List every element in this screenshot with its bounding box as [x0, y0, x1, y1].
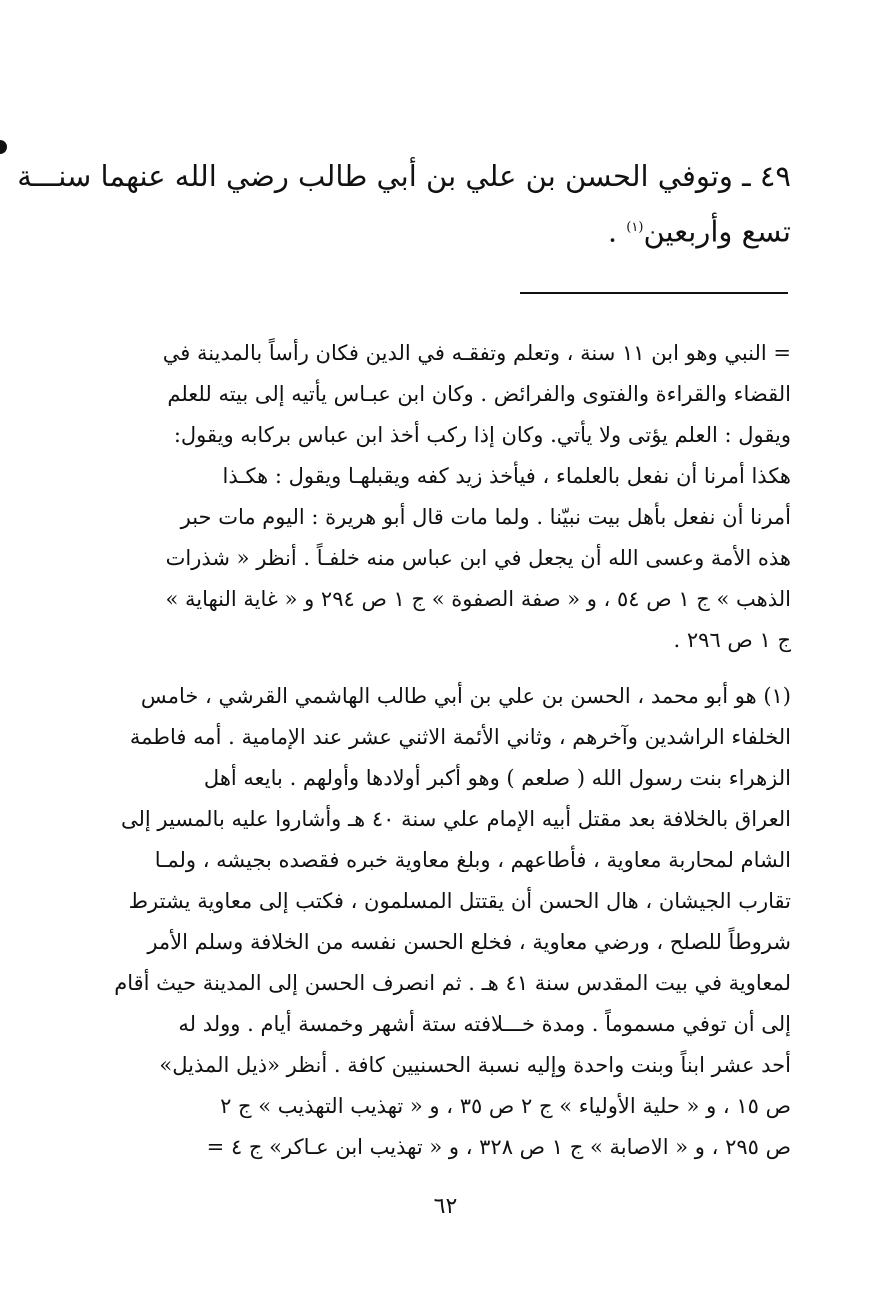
footnote-line: الزهراء بنت رسول الله ( صلعم ) وهو أكبر أولادها وأولهم . بايعه أهل: [203, 766, 791, 790]
footnote-line: القضاء والقراءة والفتوى والفرائض . وكان ابن عبـاس يأتيه إلى بيته للعلم: [167, 382, 791, 406]
main-line: ٤٩ ـ وتوفي الحسن بن علي بن أبي طالب رضي الله عنهما سنـــة: [17, 159, 791, 193]
footnote-reference: (١): [626, 220, 644, 235]
footnote-line: الشام لمحاربة معاوية ، فأطاعهم ، وبلغ معاوية خبره فقصده بجيشه ، ولمـا: [154, 848, 791, 872]
footnote-line: = النبي وهو ابن ١١ سنة ، وتعلم وتفقـه في الدين فكان رأساً بالمدينة في: [162, 341, 791, 365]
footnote-line: شروطاً للصلح ، ورضي معاوية ، فخلع الحسن نفسه من الخلافة وسلم الأمر: [147, 930, 791, 954]
footnote-line: الذهب » ج ١ ص ٥٤ ، و « صفة الصفوة » ج ١ ص ٢٩٤ و « غاية النهاية »: [165, 587, 791, 611]
footnote-line: أحد عشر ابناً وبنت واحدة وإليه نسبة الحسنيين كافة . أنظر «ذيل المذيل»: [159, 1053, 791, 1077]
footnote-line: ص ٢٩٥ ، و « الاصابة » ج ١ ص ٣٢٨ ، و « تهذيب ابن عـاكر» ج ٤ =: [206, 1135, 791, 1159]
main-line-text: تسع وأربعين: [643, 214, 791, 249]
main-text-entry-49: [17, 150, 791, 258]
footnote-line: العراق بالخلافة بعد مقتل أبيه الإمام علي سنة ٤٠ هـ وأشاروا عليه بالمسير إلى: [120, 807, 791, 831]
footnote-line: لمعاوية في بيت المقدس سنة ٤١ هـ . ثم انصرف الحسن إلى المدينة حيث أقام: [114, 971, 791, 995]
footnote-line: الخلفاء الراشدين وآخرهم ، وثاني الأئمة الاثني عشر عند الإمامية . أمه فاطمة: [129, 725, 791, 749]
footnote-line: إلى أن توفي مسموماً . ومدة خـــلافته ستة أشهر وخمسة أيام . وولد له: [178, 1012, 791, 1036]
footnote-line: (١) هو أبو محمد ، الحسن بن علي بن أبي طالب الهاشمي القرشي ، خامس: [140, 684, 791, 708]
footnote-separator-rule: [520, 292, 788, 294]
main-line: [111, 202, 791, 258]
margin-mark: [0, 140, 7, 154]
footnote-continuation: [119, 333, 791, 661]
footnote-line: ج ١ ص ٢٩٦ .: [673, 628, 791, 652]
footnote-line: ص ١٥ ، و « حلية الأولياء » ج ٢ ص ٣٥ ، و « تهذيب التهذيب » ج ٢: [220, 1094, 791, 1118]
footnote-line: هذه الأمة وعسى الله أن يجعل في ابن عباس منه خلفـاً . أنظر « شذرات: [165, 546, 791, 570]
end-mark: .: [607, 214, 618, 249]
footnote-line: ويقول : العلم يؤتى ولا يأتي. وكان إذا ركب أخذ ابن عباس بركابه ويقول:: [173, 423, 791, 447]
footnote-line: تقارب الجيشان ، هال الحسن أن يقتتل المسلمون ، فكتب إلى معاوية يشترط: [128, 889, 791, 913]
footnote-line: أمرنا أن نفعل بأهل بيت نبيّنا . ولما مات قال أبو هريرة : اليوم مات حبر: [180, 505, 791, 529]
footnote-line: هكذا أمرنا أن نفعل بالعلماء ، فيأخذ زيد كفه ويقبلهـا ويقول : هكـذا: [222, 464, 791, 488]
page-number: ٦٢: [433, 1194, 458, 1219]
footnote-1: [114, 676, 791, 1168]
